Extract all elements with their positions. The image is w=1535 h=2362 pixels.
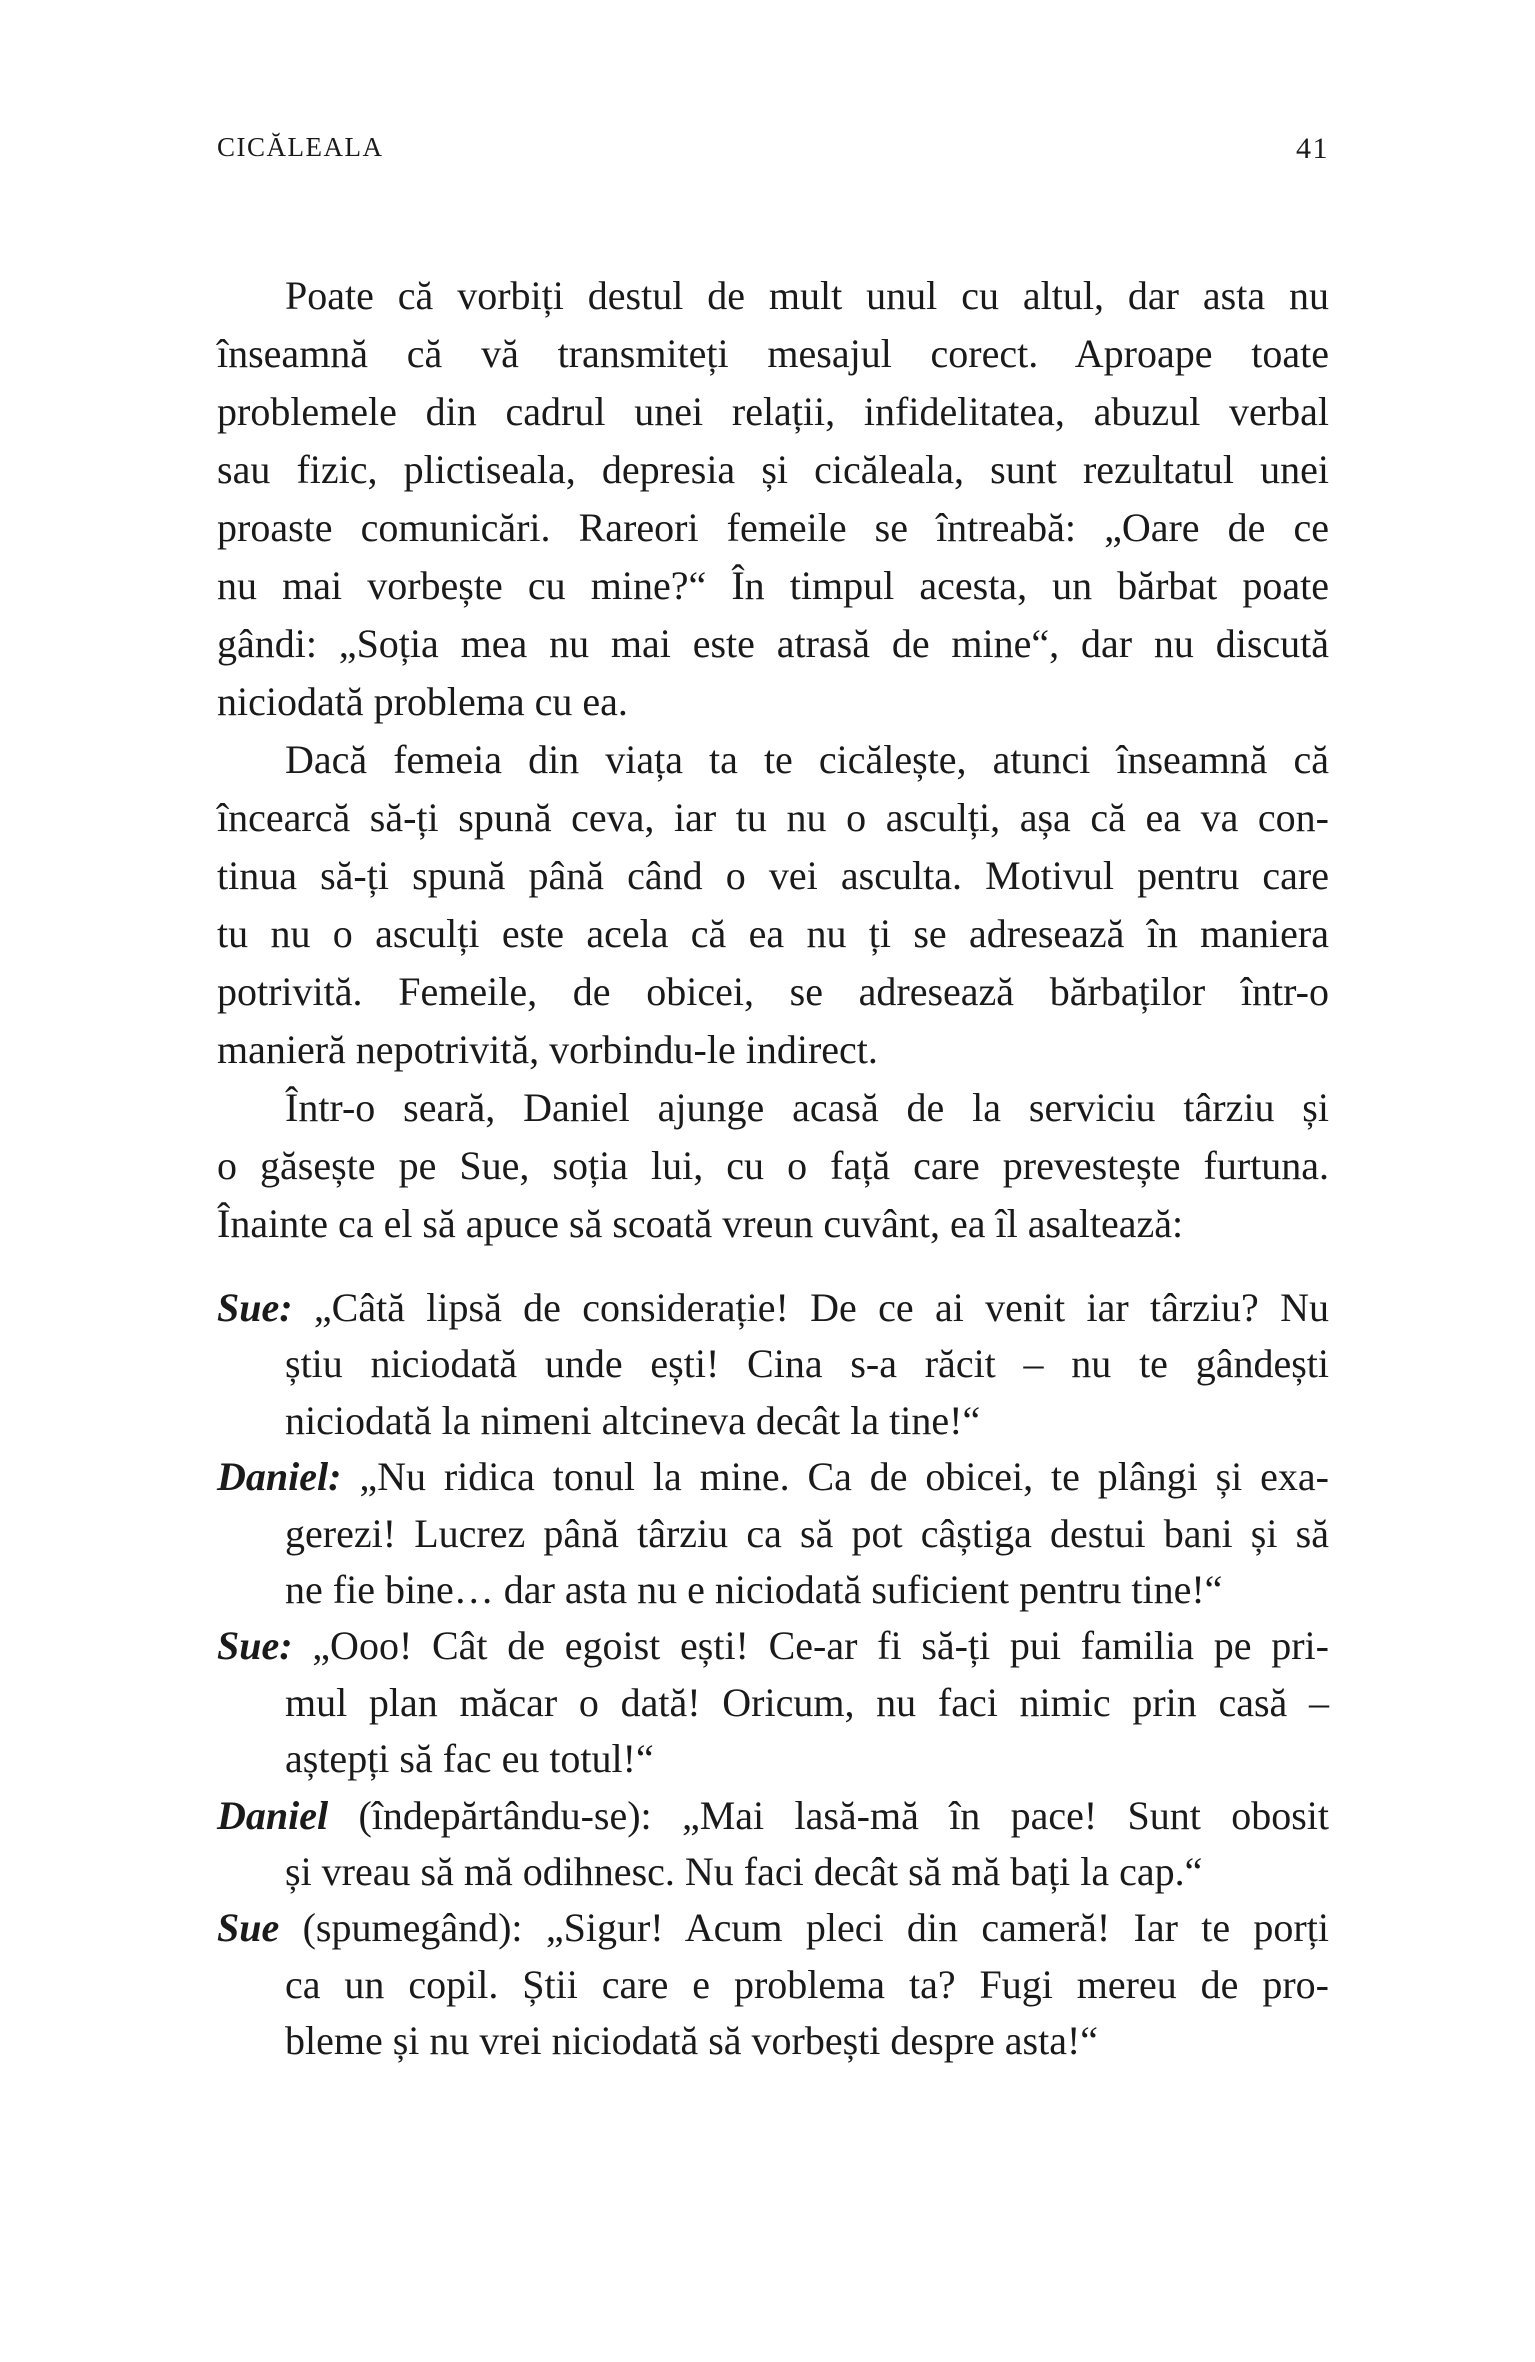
paragraph-line: Dacă femeia din viața ta te cicălește, atunci înseamnă că (285, 737, 1329, 782)
speaker-name: Sue: (217, 1623, 293, 1669)
speech-text: „Sigur! Acum pleci din cameră! Iar te porți (545, 1905, 1329, 1951)
dialogue-line: aștepți să fac eu totul!“ (285, 1736, 654, 1782)
speech-text: „Mai lasă-mă în pace! Sunt obosit (681, 1792, 1330, 1838)
dialogue-line: știu niciodată unde ești! Cina s-a răcit – nu te gândești (285, 1341, 1329, 1387)
dialogue-line: mul plan măcar o dată! Oricum, nu faci nimic prin casă – (285, 1679, 1329, 1725)
dialogue-line: gerezi! Lucrez până târziu ca să pot câștiga destui bani și să (285, 1510, 1329, 1556)
paragraph-line: gândi: „Soția mea nu mai este atrasă de mine“, dar nu discută (217, 621, 1329, 666)
paragraph-line: Înainte ca el să apuce să scoată vreun cuvânt, ea îl asaltează: (217, 1201, 1184, 1246)
dialogue-line: bleme și nu vrei niciodată să vorbești despre asta!“ (285, 2018, 1099, 2064)
dialogue-line: ne fie bine… dar asta nu e niciodată suficient pentru tine!“ (285, 1567, 1223, 1612)
paragraph-line: încearcă să-ți spună ceva, iar tu nu o asculți, așa că ea va con- (217, 795, 1329, 840)
dialogue-line: niciodată la nimeni altcineva decât la tine!“ (285, 1397, 981, 1443)
dialogue-line (217, 1617, 1329, 1675)
dialogue-line: ca un copil. Știi care e problema ta? Fugi mereu de pro- (285, 1961, 1329, 2007)
paragraph-line: Poate că vorbiți destul de mult unul cu altul, dar asta nu (285, 273, 1329, 318)
paragraph-line: nu mai vorbește cu mine?“ În timpul acesta, un bărbat poate (217, 563, 1329, 608)
speech-text: „Câtă lipsă de considerație! De ce ai venit iar târziu? Nu (292, 1285, 1329, 1330)
dialogue-line (217, 1899, 1329, 1957)
speaker-name: Daniel (217, 1792, 329, 1838)
speaker-name: Daniel: (217, 1454, 342, 1500)
dialogue-line: și vreau să mă odihnesc. Nu faci decât să mă bați la cap.“ (285, 1849, 1203, 1894)
paragraph-line: Într-o seară, Daniel ajunge acasă de la serviciu târziu și (285, 1085, 1329, 1130)
running-head: CICĂLEALA (217, 132, 384, 162)
paragraph-line: o găsește pe Sue, soția lui, cu o față care prevestește furtuna. (217, 1143, 1329, 1188)
speaker-name: Sue (217, 1905, 280, 1951)
paragraph-line: problemele din cadrul unei relații, infidelitatea, abuzul verbal (217, 389, 1329, 434)
stage-direction: (spumegând): (279, 1905, 546, 1951)
paragraph-line: potrivită. Femeile, de obicei, se adresează bărbaților într-o (217, 969, 1329, 1014)
paragraph-line: tu nu o asculți este acela că ea nu ți se adresează în maniera (217, 911, 1329, 956)
speaker-name: Sue: (217, 1285, 293, 1330)
speech-text: „Ooo! Cât de egoist ești! Ce-ar fi să-ți pui familia pe pri- (292, 1623, 1329, 1669)
paragraph-line: sau fizic, plictiseala, depresia și cicăleala, sunt rezultatul unei (217, 447, 1329, 492)
dialogue-line (217, 1787, 1329, 1845)
speech-text: „Nu ridica tonul la mine. Ca de obicei, te plângi și exa- (341, 1454, 1329, 1500)
page-number: 41 (1296, 132, 1329, 165)
paragraph-line: înseamnă că vă transmiteți mesajul corect. Aproape toate (217, 331, 1329, 376)
paragraph-line: tinua să-ți spună până când o vei asculta. Motivul pentru care (217, 853, 1329, 898)
paragraph-line: manieră nepotrivită, vorbindu-le indirect. (217, 1027, 878, 1072)
paragraph-line: niciodată problema cu ea. (217, 679, 628, 724)
dialogue-line (217, 1448, 1329, 1506)
dialogue-line (217, 1279, 1329, 1337)
stage-direction: (îndepărtându-se): (328, 1792, 682, 1838)
paragraph-line: proaste comunicări. Rareori femeile se întreabă: „Oare de ce (217, 505, 1329, 550)
